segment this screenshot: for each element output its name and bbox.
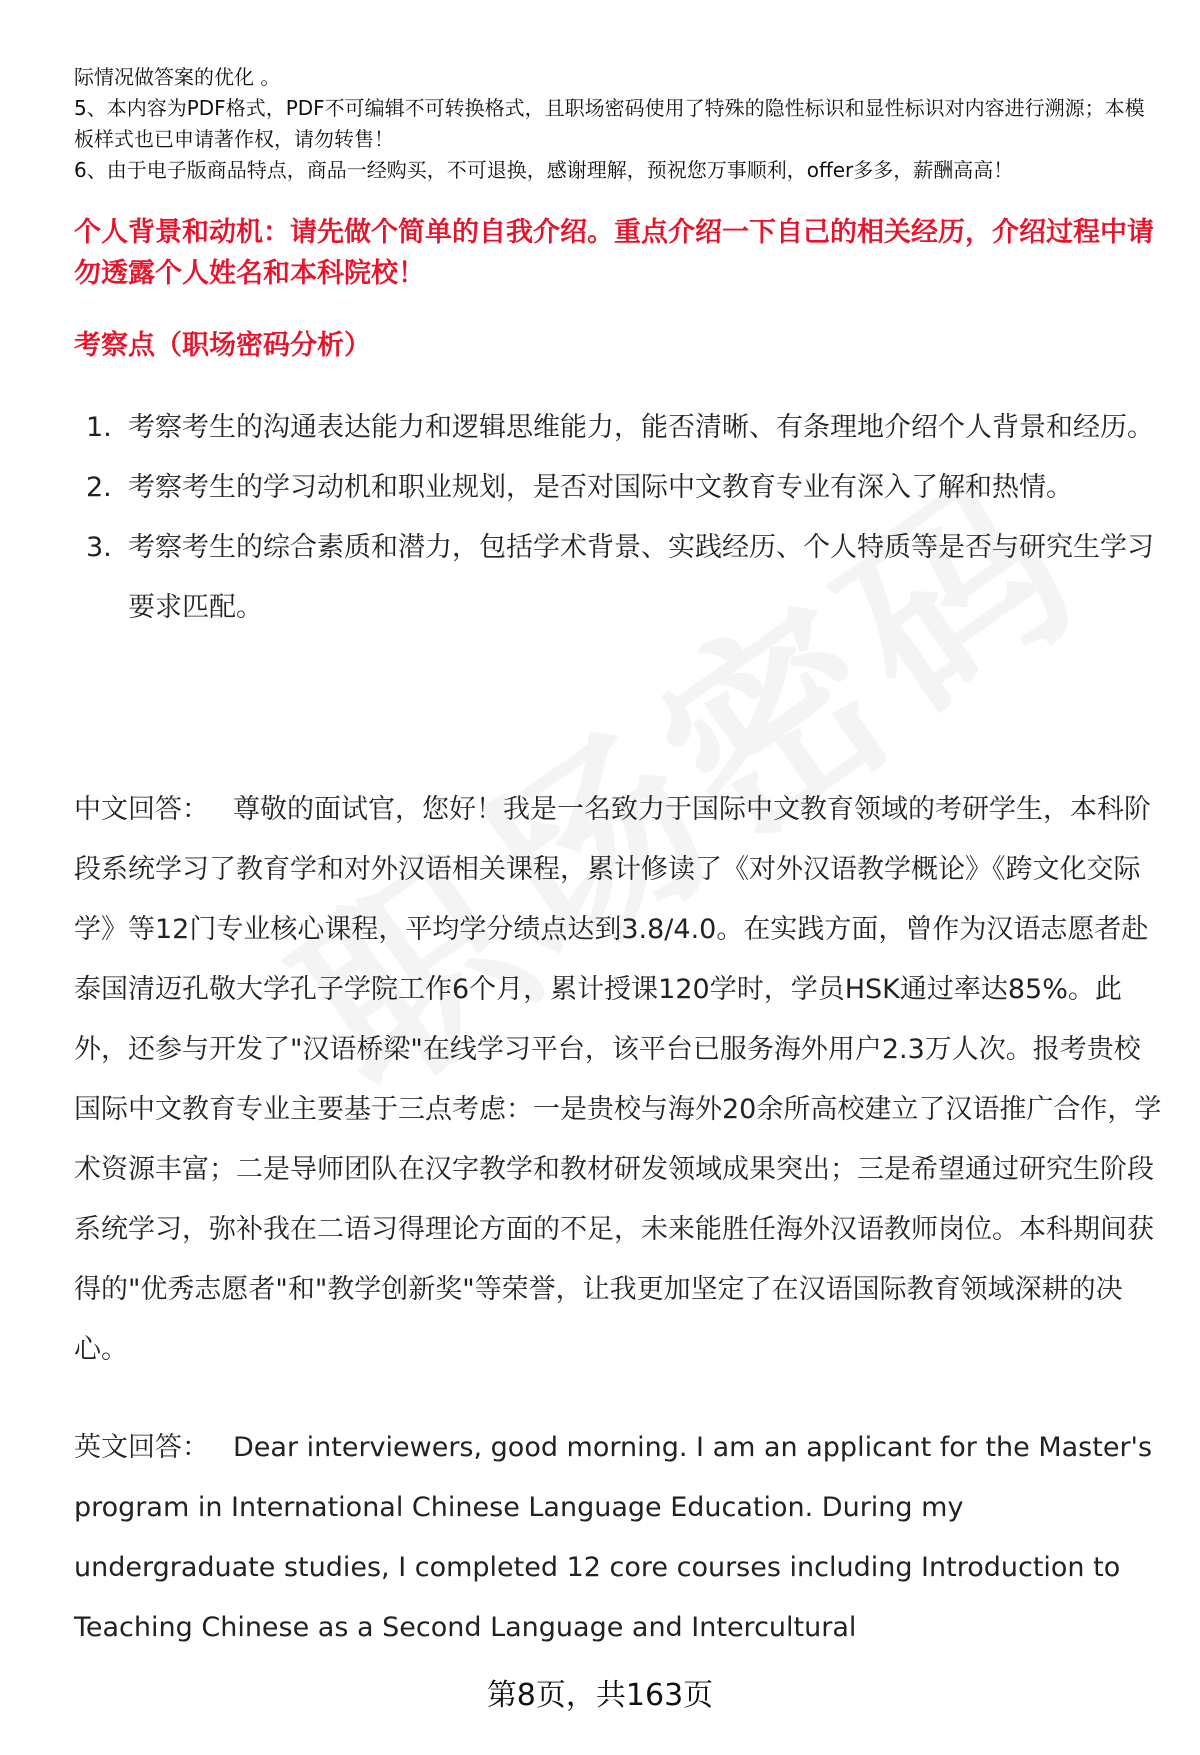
note-line: 6、由于电子版商品特点，商品一经购买，不可退换，感谢理解，预祝您万事顺利，offer多多，薪酬高高！ [74,158,1014,182]
list-item [74,398,1164,458]
list-item-text: 考察考生的学习动机和职业规划，是否对国际中文教育专业有深入了解和热情。 [128,472,1073,503]
list-item [74,518,1164,638]
note-line: 际情况做答案的优化 。 [74,65,281,89]
chinese-answer-label: 中文回答： [74,794,209,825]
list-item-text: 考察考生的综合素质和潜力，包括学术背景、实践经历、个人特质等是否与研究生学习要求匹配。 [128,532,1154,623]
chinese-answer [74,780,1164,1380]
interview-question: 个人背景和动机：请先做个简单的自我介绍。重点介绍一下自己的相关经历，介绍过程中请勿透露个人姓名和本科院校！ [74,217,1154,289]
note-line: 5、本内容为PDF格式，PDF不可编辑不可转换格式，且职场密码使用了特殊的隐性标识和显性标识对内容进行溯源；本模板样式也已申请著作权，请勿转售！ [74,96,1145,151]
list-item [74,458,1164,518]
list-item-number: 1. [86,412,112,443]
chinese-answer-text: 尊敬的面试官，您好！我是一名致力于国际中文教育领域的考研学生，本科阶段系统学习了教育学和对外汉语相关课程，累计修读了《对外汉语教学概论》《跨文化交际学》等12门专业核心课程，平均学分绩点达到3.8/4.0。在实践方面，曾作为汉语志愿者赴泰国清迈孔敬大学孔子学院工作6个月，累计授课120学时，学员HSK通过率达85%。此外，还参与开发了"汉语桥梁"在线学习平台，该平台已服务海外用户2.3万人次。报考贵校国际中文教育专业主要基于三点考虑：一是贵校与海外20余所高校建立了汉语推广合作，学术资源丰富；二是导师团队在汉字教学和教材研发领域成果突出；三是希望通过研究生阶段系统学习，弥补我在二语习得理论方面的不足，未来能胜任海外汉语教师岗位。本科期间获得的"优秀志愿者"和"教学创新奖"等荣誉，让我更加坚定了在汉语国际教育领域深耕的决心。 [74,794,1162,1365]
notes-block [74,62,1164,186]
assessment-points-list [74,398,1164,638]
list-item-text: 考察考生的沟通表达能力和逻辑思维能力，能否清晰、有条理地介绍个人背景和经历。 [128,412,1154,443]
english-answer [74,1418,1164,1658]
section-heading: 考察点（职场密码分析） [74,330,371,361]
list-item-number: 2. [86,472,112,503]
english-answer-text: Dear interviewers, good morning. I am an applicant for the Master's program in International Chinese Language Education. During my undergraduate studies, I completed 12 core courses including Introduction to Teaching Chinese as a Second Language and Intercultural [74,1432,1153,1643]
list-item-number: 3. [86,532,112,563]
english-answer-label: 英文回答： [74,1432,209,1463]
page-number: 第8页，共163页 [486,1678,714,1713]
